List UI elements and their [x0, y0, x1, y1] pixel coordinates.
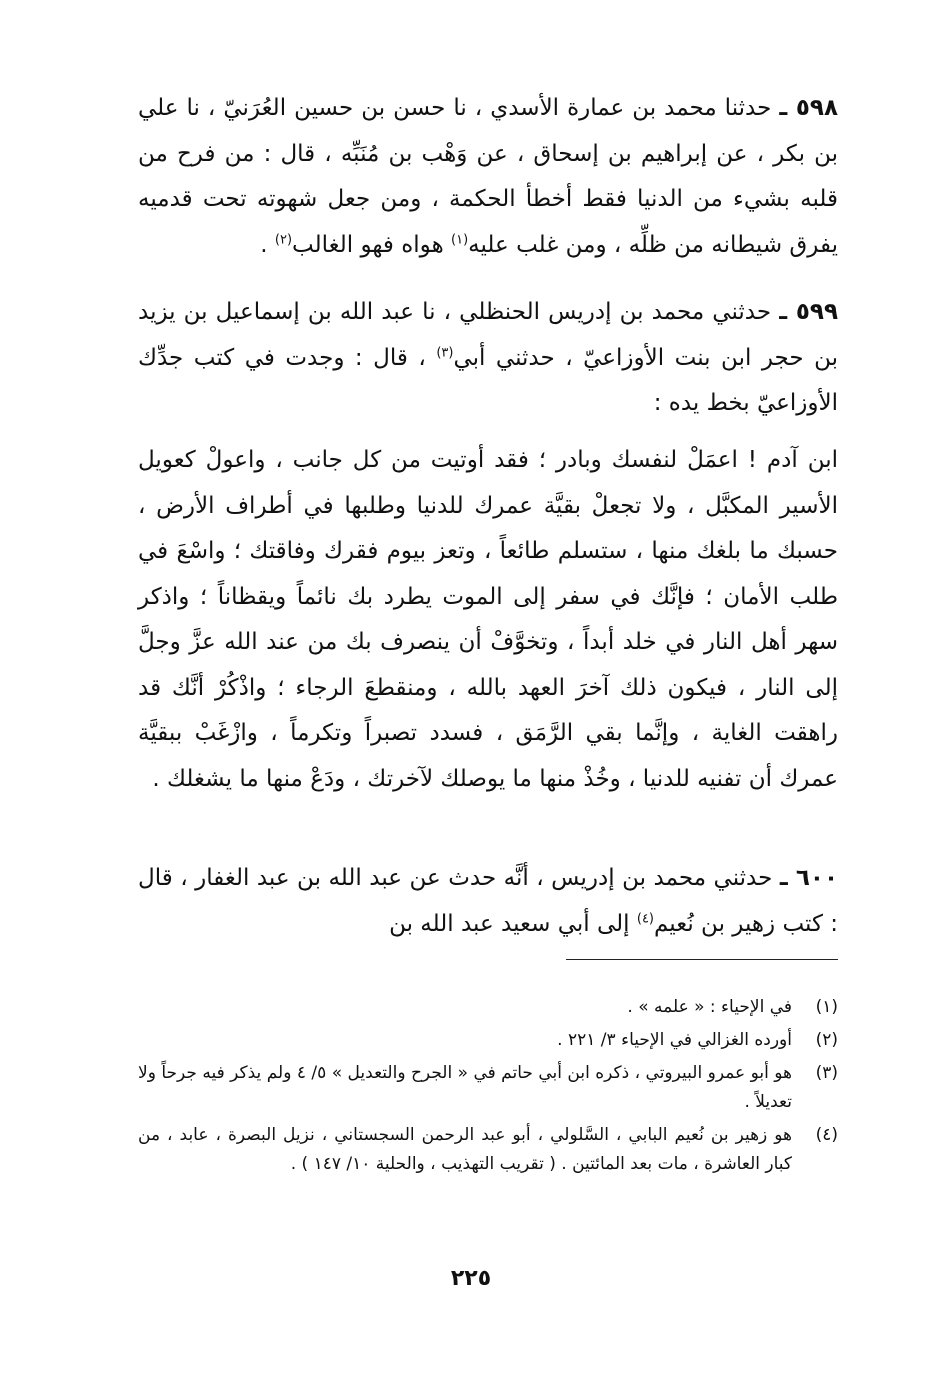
page-number: ٢٢٥	[450, 1266, 492, 1291]
hadith-text-continued: إلى أبي سعيد عبد الله بن	[389, 910, 637, 937]
footnote-1	[138, 993, 838, 1022]
footnote-number: (٣)	[815, 1063, 838, 1083]
hadith-number: ٥٩٩ ـ	[779, 299, 839, 325]
footnote-divider	[566, 959, 838, 960]
hadith-text-continued: ، قال : وجدت في كتب جدِّك الأوزاعيّ بخط يده :	[138, 344, 838, 416]
footnote-3	[138, 1059, 838, 1117]
footnote-text: في الإحياء : « علمه » .	[627, 997, 792, 1017]
hadith-598	[138, 86, 838, 268]
quote-paragraph: ابن آدم ! اعمَلْ لنفسك وبادر ؛ فقد أوتيت من كل جانب ، واعولْ كعويل الأسير المكبَّل ، ولا تجعلْ بقيَّة عمرك للدنيا وطلبها في أطراف الأرض ، حسبك ما بلغك منها ، ستسلم طائعاً ، وتعز بيوم فقرك وفاقتك ؛ واسْعَ في طلب الأمان ؛ فإنَّك في سفر إلى الموت يطرد بك نائماً ويقظاناً ؛ واذكر سهر أهل النار في خلد أبداً ، وتخوَّفْ أن ينصرف بك من عند الله عزَّ وجلَّ إلى النار ، فيكون ذلك آخرَ العهد بالله ، ومنقطعَ الرجاء ؛ واذْكُرْ أنَّك قد راهقت الغاية ، وإنَّما بقي الرَّمَق ، فسدد تصبراً وتكرماً ، وازْغَبْ ببقيَّة عمرك أن تفنيه للدنيا ، وخُذْ منها ما يوصلك لآخرتك ، ودَعْ منها ما يشغلك .	[138, 447, 838, 792]
hadith-599	[138, 290, 838, 427]
awzai-quote	[138, 438, 838, 802]
hadith-number: ٥٩٨ ـ	[779, 95, 839, 121]
footnotes-section	[138, 993, 838, 1183]
footnote-text: هو أبو عمرو البيروتي ، ذكره ابن أبي حاتم في « الجرح والتعديل » ٥/ ٤ ولم يذكر فيه جرحاً ولا تعديلاً .	[138, 1063, 793, 1112]
footnote-text: هو زهير بن نُعيم البابي ، السَّلولي ، أبو عبد الرحمن السجستاني ، نزيل البصرة ، عابد ، من كبار العاشرة ، مات بعد المائتين . ( تقريب التهذيب ، والحلية ١٠/ ١٤٧ ) .	[138, 1125, 792, 1174]
footnote-2	[138, 1026, 838, 1055]
footnote-number: (٤)	[815, 1125, 838, 1145]
hadith-number: ٦٠٠ ـ	[779, 865, 838, 891]
footnote-4	[138, 1121, 838, 1179]
footnote-ref-3[interactable]: (٣)	[436, 344, 454, 360]
hadith-598-paragraph	[138, 86, 838, 268]
hadith-text-continued: هواه فهو الغالب	[292, 231, 452, 258]
hadith-end: .	[260, 231, 275, 258]
hadith-599-paragraph	[138, 290, 838, 427]
footnote-ref-2[interactable]: (٢)	[274, 231, 293, 247]
hadith-600-paragraph	[138, 856, 838, 947]
hadith-600	[138, 856, 838, 947]
hadith-text: حدثني محمد بن إدريس ، أنَّه حدث عن عبد الله بن عبد الغفار ، قال : كتب زهير بن نُعيم	[138, 865, 838, 937]
hadith-text: حدثنا محمد بن عمارة الأسدي ، نا حسن بن حسين العُرَنيّ ، نا علي بن بكر ، عن إبراهيم بن إسحاق ، عن وَهْب بن مُنَبِّه ، قال : من فرح من قلبه بشيء من الدنيا فقط أخطأ الحكمة ، ومن جعل شهوته تحت قدميه يفرق شيطانه من ظلِّه ، ومن غلب عليه	[138, 95, 838, 258]
footnote-text: أورده الغزالي في الإحياء ٣/ ٢٢١ .	[557, 1030, 792, 1050]
footnote-number: (١)	[815, 997, 838, 1017]
footnote-number: (٢)	[815, 1030, 838, 1050]
footnote-ref-1[interactable]: (١)	[451, 231, 469, 247]
footnote-ref-4[interactable]: (٤)	[636, 910, 654, 926]
hadith-text: حدثني محمد بن إدريس الحنظلي ، نا عبد الله بن إسماعيل بن يزيد بن حجر ابن بنت الأوزاعيّ ، حدثني أبي	[138, 299, 839, 371]
